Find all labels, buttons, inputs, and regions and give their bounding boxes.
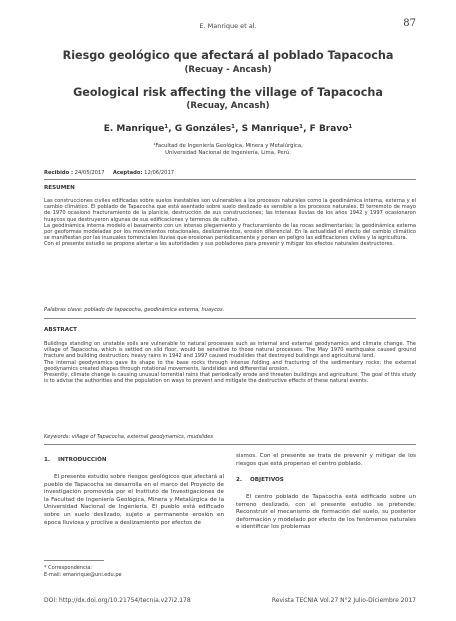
footnote-email: E-mail: emanrique@uni.edu.pe <box>44 572 122 578</box>
doi-link[interactable]: DOI: http://dx.doi.org/10.21754/tecnia.v27i2.178 <box>44 597 191 604</box>
divider <box>44 179 416 180</box>
affiliation-line-1: ¹Facultad de Ingeniería Geológica, Minera y Metalúrgica, <box>153 143 303 149</box>
journal-citation: Revista TECNIA Vol.27 N°2 Julio-Diciembre 2017 <box>271 597 416 604</box>
resumen-body <box>44 198 416 248</box>
abstract-paragraph: Presently, climate change is causing unusual torrential rains that periodically erode and threaten buildings and agriculture. The goal of this study is to advise the authorities and the population on ways to prevent and mitigate the destructive effects of these natural events. <box>44 372 416 385</box>
submission-dates <box>44 170 174 176</box>
affiliation-line-2: Universidad Nacional de Ingeniería, Lima, Perú. <box>165 150 291 156</box>
accepted-label: Aceptado: <box>112 170 143 176</box>
received-date: 24/05/2017 <box>74 170 105 176</box>
resumen-paragraph: Las construcciones civiles edificadas sobre suelos inestables son vulnerables a los procesos naturales como la geodinámica interna, externa y el cambio climático. El poblado de Tapacocha que está asentado sobre suelo deslizado es sensible a los procesos naturales. El terremoto de mayo de 1970 ocasionó fracturamiento de la planicie, destrucción de sus construcciones; las intensas lluvias de los años 1942 y 1997 ocasionaron huaycos que destruyeron algunas de sus edificaciones y terrenos de cultivo. <box>44 198 416 223</box>
left-column-text <box>44 474 224 527</box>
title-english: Geological risk affecting the village of Tapacocha <box>73 86 383 99</box>
abstract-paragraph: Buildings standing on unstable soils are vulnerable to natural processes such as internal and external geodynamics and climate change. The village of Tapacocha, which is settled on slid floor, would be sensitive to those natural processes. The May 1970 earthquake caused ground fracture and building destruction; heavy rains in 1942 and 1997 caused mudslides that destroyed buildings and agricultural land. <box>44 341 416 360</box>
title-spanish: Riesgo geológico que afectará al poblado Tapacocha <box>62 49 394 62</box>
abstract-body <box>44 341 416 384</box>
resumen-keywords: Palabras clave: poblado de tapacocha, geodinámica externa, huaycos. <box>44 307 225 313</box>
abstract-heading: ABSTRACT <box>44 327 77 333</box>
section-heading-objetivos <box>236 477 284 483</box>
abstract-keywords: Keywords: village of Tapacocha, external geodynamics, mudslides <box>44 434 213 440</box>
footnote-divider <box>44 560 104 561</box>
divider <box>44 318 416 319</box>
resumen-heading: RESUMEN <box>44 185 75 191</box>
right-column-text <box>236 453 416 468</box>
received-label: Recibido : <box>44 170 74 176</box>
abstract-paragraph: The internal geodynamics gave its shape to the base rocks through intense folding and fracturing of the sedimentary rocks; the external geodynamics created shapes through rotational movements, landslides and differential erosion. <box>44 359 416 372</box>
subtitle-spanish: (Recuay - Ancash) <box>184 65 272 75</box>
section-number: 2. <box>236 477 243 483</box>
section-title: INTRODUCCIÓN <box>58 457 107 463</box>
section-title: OBJETIVOS <box>250 477 284 483</box>
author-list: E. Manrique¹, G Gonzáles¹, S Manrique¹, F Bravo¹ <box>103 124 353 134</box>
body-paragraph: El centro poblado de Tapacocha está edificado sobre un terreno deslizado, con el presente estudio se pretende: Reconstruir el mecanismo de formación del suelo, su posterior deformación y modelado por efecto de los fenómenos naturales e identificar los problemas <box>236 494 416 531</box>
subtitle-english: (Recuay, Ancash) <box>186 101 270 111</box>
section-number: 1. <box>44 457 51 463</box>
resumen-paragraph: Con el presente estudio se propone alertar a las autoridades y sus pobladores para prevenir y mitigar los efectos naturales destructores. <box>44 241 394 248</box>
body-paragraph: sismos. Con el presente se trata de prevenir y mitigar de los riesgos que está propenso el centro poblado. <box>236 453 416 467</box>
accepted-date: 12/06/2017 <box>144 170 175 176</box>
footnote-correspondence: * Correspondencia: <box>44 565 92 571</box>
section-heading-introduccion <box>44 457 107 463</box>
running-head: E. Manrique et al. <box>199 22 257 30</box>
divider <box>44 444 416 445</box>
page-number: 87 <box>403 18 416 29</box>
resumen-paragraph: La geodinámica interna modeló el basamento con un intenso plegamiento y fracturamiento de las rocas sedimentarias; la geodinámica externa por geoformas modeladas por los movimientos rotacionales, deslizamientos, erosión diferencial. En la actualidad el efecto del cambio climático se manifiestan por las inusuales torrenciales lluvias que erosionan periódicamente y ponen en peligro las edificaciones civiles y la agricultura. <box>44 222 416 242</box>
body-paragraph: El presente estudio sobre riesgos geológicos que afectará al pueblo de Tapacocha se desarrolla en el marco del Proyecto de investigación promovida por el Instituto de Investigaciones de la Facultad de Ingeniería Geológica, Minera y Metalúrgica de la Universidad Nacional de Ingeniería. El pueblo está edificado sobre un suelo deslizado, sujeto a permanente erosión en época lluviosa y proclive a deslizamiento por efectos de <box>44 474 224 526</box>
right-column-text <box>236 494 416 532</box>
